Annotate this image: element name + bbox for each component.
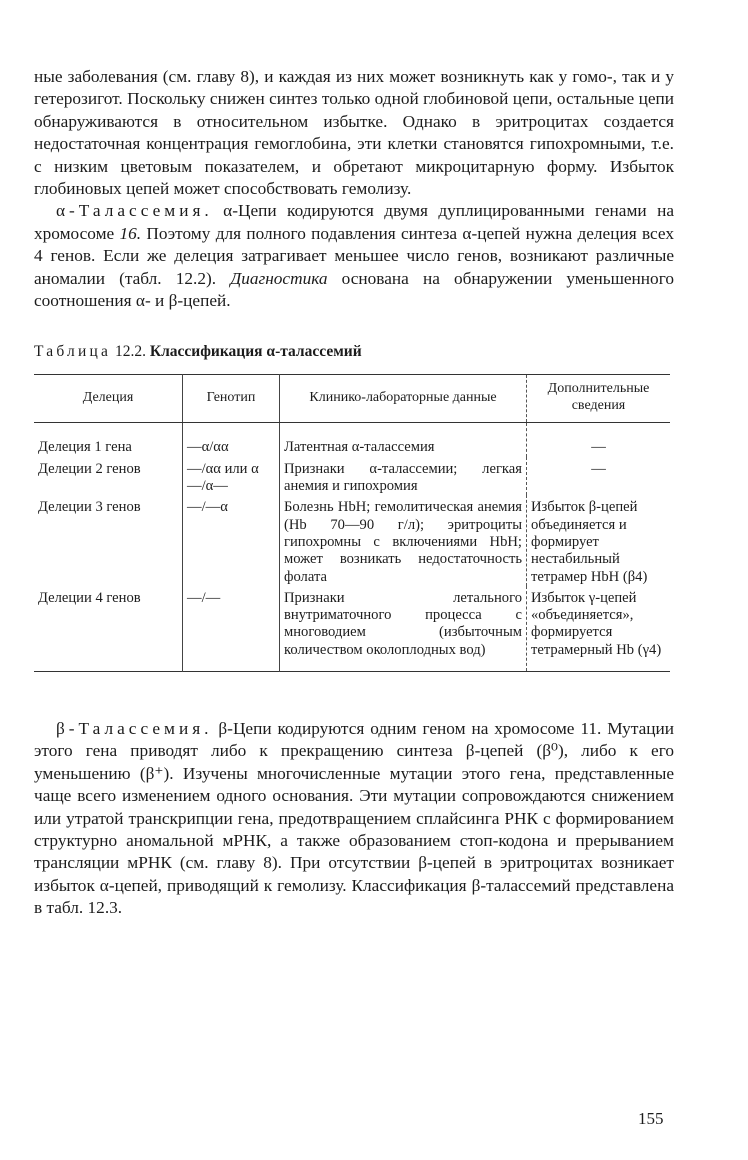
cell-extra: Избыток γ-цепей «объединяется», формируется тетрамерный Hb (γ4) [527, 586, 671, 672]
table-row [34, 457, 670, 496]
table-number: 12.2. [114, 343, 146, 361]
cell-extra: — [527, 423, 671, 457]
cell-extra: — [527, 457, 671, 496]
beta-thalassemia-heading: β-Талассемия. [56, 719, 213, 739]
chromosome-number: 16. [119, 223, 142, 243]
page-number: 155 [638, 1109, 664, 1128]
cell-deletion: Делеции 2 генов [38, 460, 141, 477]
cell-genotype: —/— [183, 586, 280, 672]
table-row [34, 586, 670, 672]
alpha-text-c: основана на обнаружении уменьшенного соотношения α- и β-цепей. [34, 268, 674, 311]
header-clinical: Клинико-лабораторные данные [280, 375, 527, 423]
table-title: Классификация α-талассемий [149, 343, 362, 361]
paragraph-alpha-thalassemia [34, 200, 674, 312]
header-extra: Дополнительные сведения [527, 375, 671, 423]
header-deletion: Делеция [34, 375, 183, 423]
cell-genotype: —α/αα [183, 423, 280, 457]
table-label: Таблица [34, 343, 112, 361]
cell-genotype: —/—α [183, 495, 280, 585]
table-header-row [34, 375, 670, 423]
cell-clinical: Признаки α-талассемии; легкая анемия и гипохромия [280, 457, 527, 496]
cell-deletion: Делеции 3 генов [38, 499, 141, 516]
header-genotype: Генотип [183, 375, 280, 423]
table-row [34, 423, 670, 457]
alpha-thalassemia-heading: α-Талассемия. [56, 201, 213, 221]
cell-clinical: Признаки летального внутриматочного процесса с многоводием (избыточным количеством околоплодных вод) [280, 586, 527, 672]
beta-text: β-Цепи кодируются одним геном на хромосоме 11. Мутации этого гена приводят либо к прекращению синтеза β-цепей (β⁰), либо к его уменьшению (β⁺). Изучены многочисленные мутации этого гена, представленные чаще всего изменением одного основания. Эти мутации сопровождаются снижением или утратой транскрипции гена, предотвращением сплайсинга РНК с формированием структурно аномальной мРНК, а также образованием стоп-кодона и прерыванием трансляции мРНК (см. главу 8). При отсутствии β-цепей в эритроцитах возникает избыток α-цепей, приводящий к гемолизу. Классификация β-талассемий представлена в табл. 12.3. [34, 719, 675, 918]
alpha-text-a: α-Цепи кодируются двумя дуплицированными генами на хромосоме [34, 201, 675, 243]
paragraph-beta-thalassemia [34, 718, 674, 920]
diagnostics-term: Диагностика [230, 268, 328, 288]
cell-deletion: Делеции 4 генов [38, 589, 141, 606]
cell-deletion: Делеция 1 гена [38, 439, 132, 456]
page-content [34, 66, 674, 920]
table-row [34, 495, 670, 585]
alpha-text-b: Поэтому для полного подавления синтеза α-цепей нужна делеция всех 4 генов. Если же делеция затрагивает меньшее число генов, возникают различные аномалии (табл. 12.2). [34, 223, 674, 288]
cell-clinical: Болезнь HbH; гемолитическая анемия (Hb 70—90 г/л); эритроциты гипохромны с включениями HbH; может возникать недостаточность фолата [280, 495, 527, 585]
table-caption [34, 342, 674, 362]
paragraph-intro: ные заболевания (см. главу 8), и каждая из них может возникнуть как у гомо-, так и у гетерозигот. Поскольку снижен синтез только одной глобиновой цепи, остальные цепи обнаруживаются в относительном избытке. Однако в эритроцитах создается недостаточная концентрация гемоглобина, эти клетки становятся гипохромными, т.е. с низким цветовым показателем, и обретают микроцитарную форму. Избыток глобиновых цепей может способствовать гемолизу. [34, 67, 674, 199]
alpha-thalassemia-table [34, 374, 670, 672]
cell-genotype: —/αα или α—/α— [183, 457, 280, 496]
cell-extra: Избыток β-цепей объединяется и формирует нестабильный тетрамер HbH (β4) [527, 495, 671, 585]
cell-clinical: Латентная α-талассемия [280, 423, 527, 457]
